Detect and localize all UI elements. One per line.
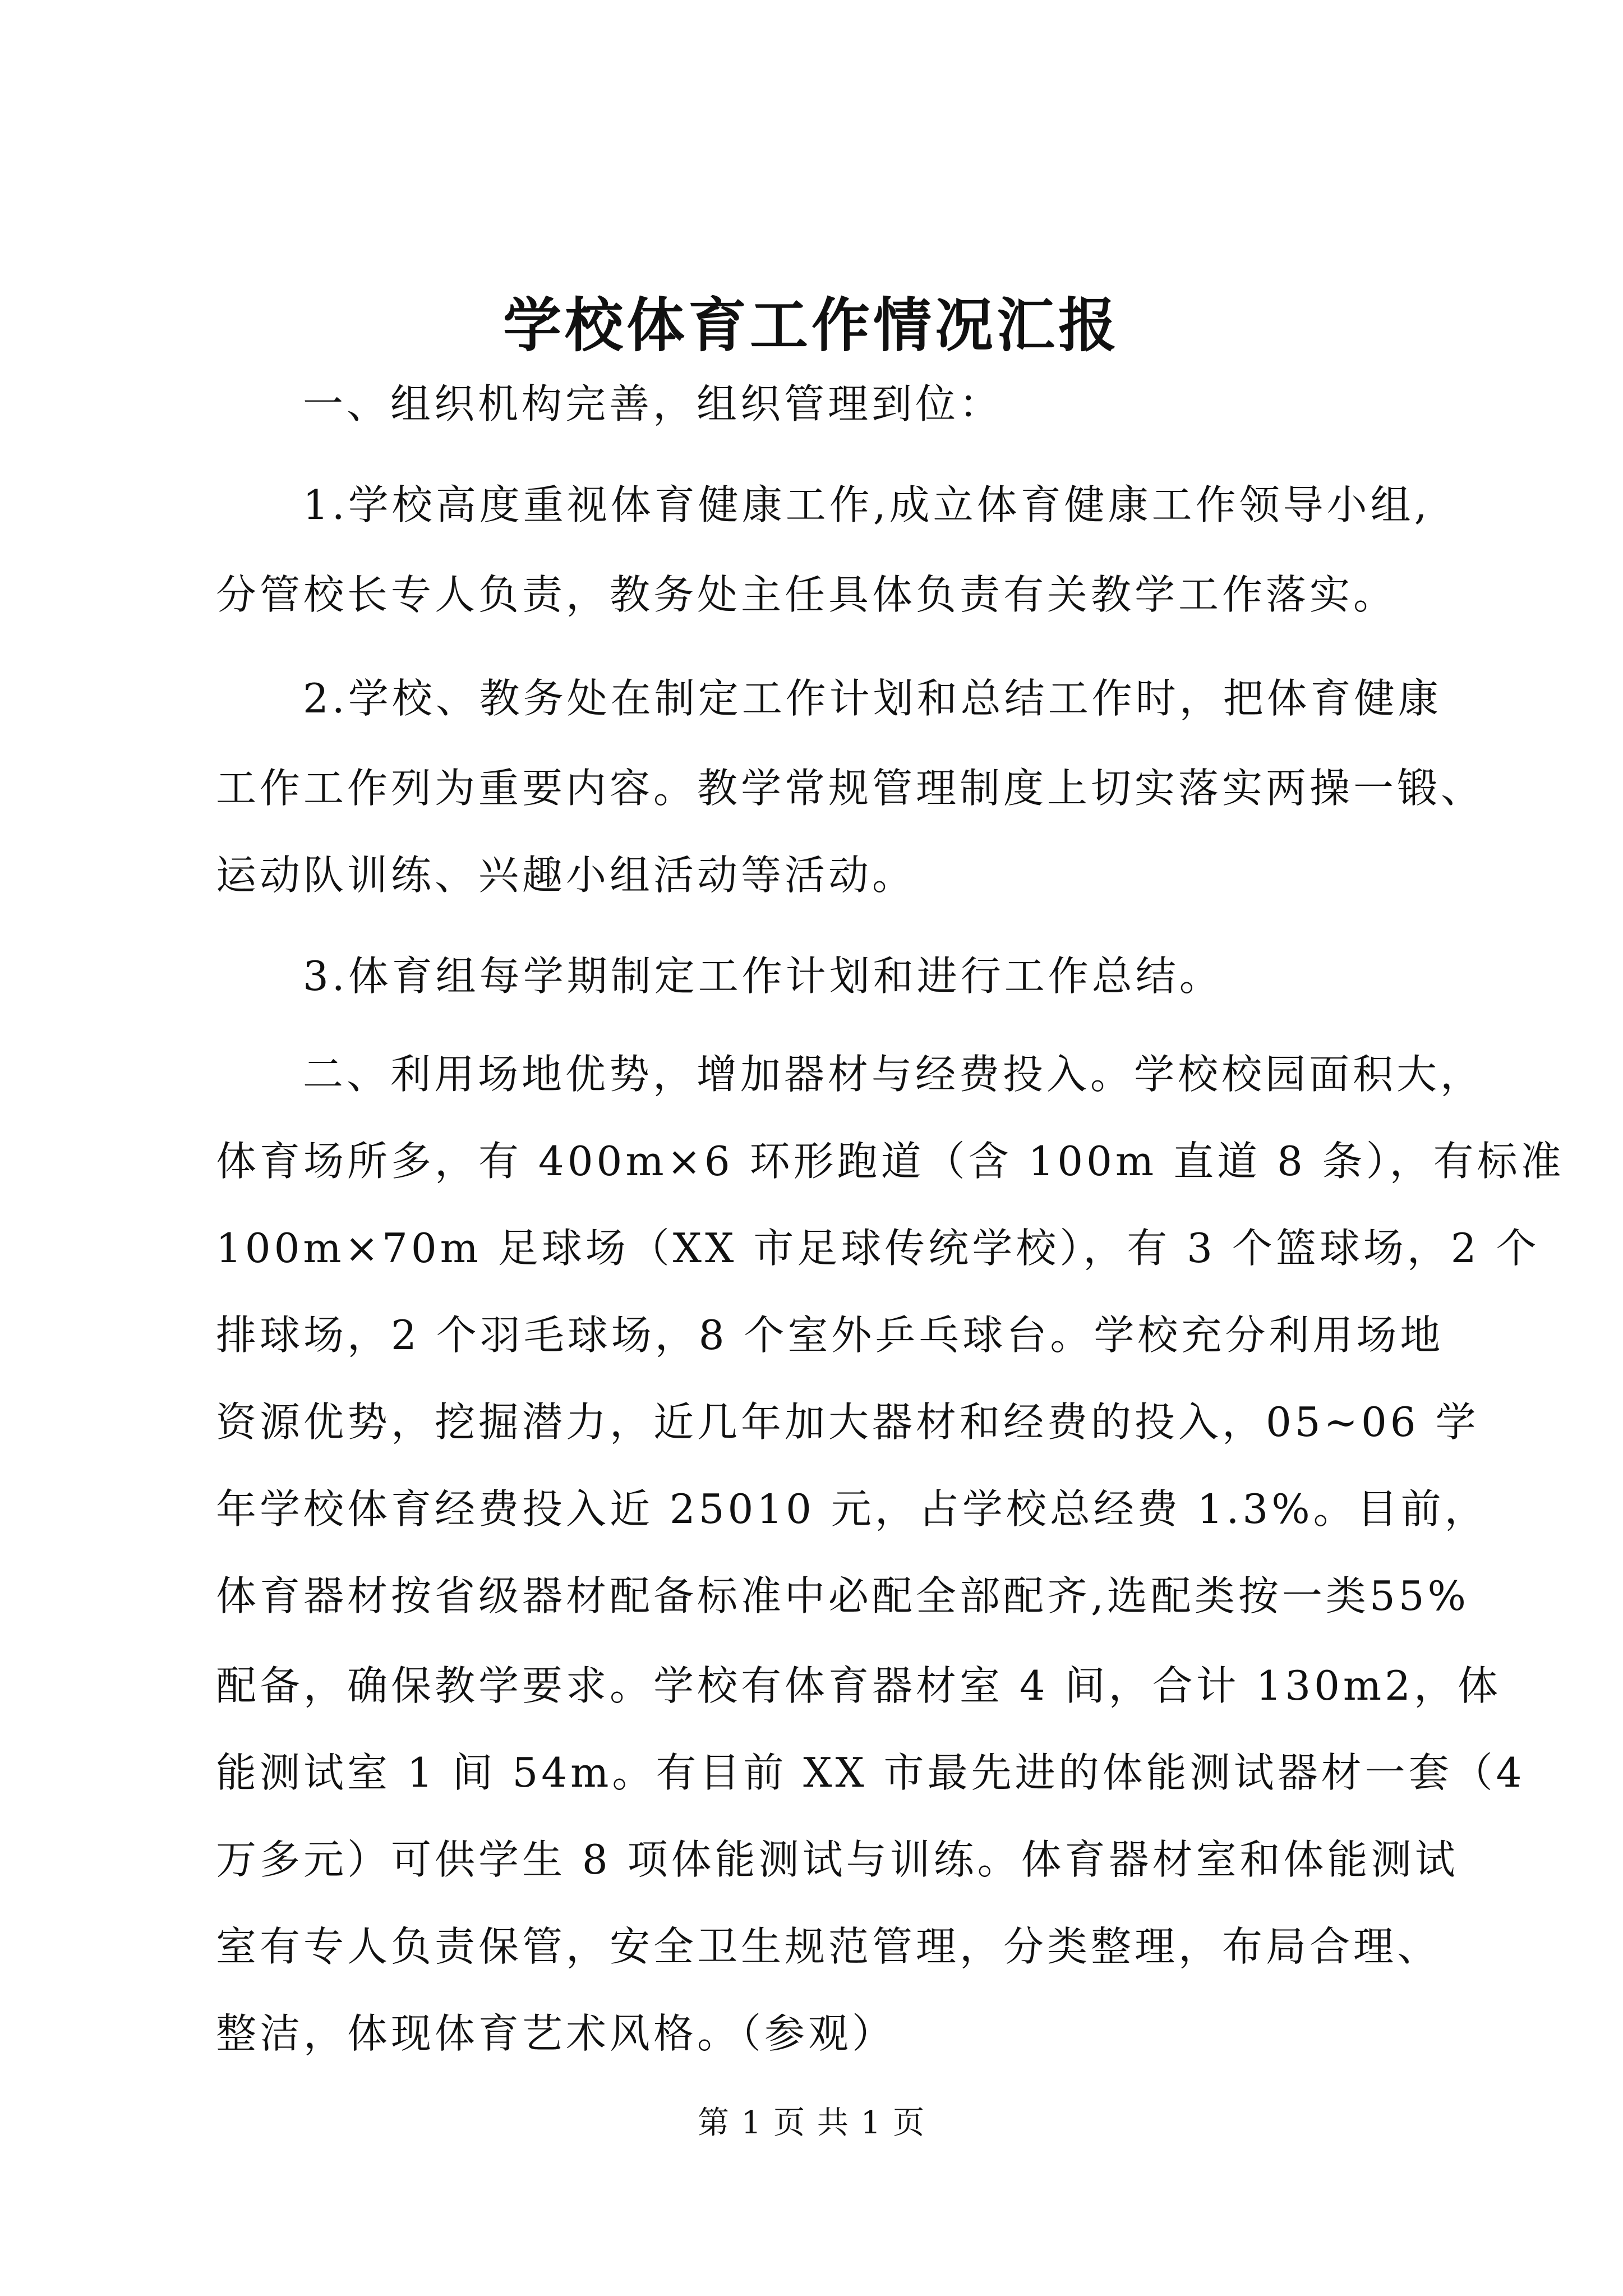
document-title: 学校体育工作情况汇报 xyxy=(502,291,1120,360)
section-heading-1: 一、组织机构完善，组织管理到位： xyxy=(303,380,1003,427)
paragraph-line: 万多元）可供学生 8 项体能测试与训练。体育器材室和体能测试 xyxy=(216,1836,1459,1883)
paragraph-line: 工作工作列为重要内容。教学常规管理制度上切实落实两操一锻、 xyxy=(216,765,1485,812)
paragraph-line: 排球场，2 个羽毛球场，8 个室外乒乓球台。学校充分利用场地 xyxy=(216,1312,1444,1359)
paragraph-line: 运动队训练、兴趣小组活动等活动。 xyxy=(216,852,916,899)
paragraph-line: 能测试室 1 间 54m。有目前 XX 市最先进的体能测试器材一套（4 xyxy=(216,1749,1525,1796)
paragraph-line: 整洁，体现体育艺术风格。（参观） xyxy=(216,2010,896,2057)
paragraph-line: 2.学校、教务处在制定工作计划和总结工作时，把体育健康 xyxy=(303,675,1442,722)
paragraph-line: 100m×70m 足球场（XX 市足球传统学校），有 3 个篮球场，2 个 xyxy=(216,1225,1540,1272)
paragraph-line: 室有专人负责保管，安全卫生规范管理，分类整理，布局合理、 xyxy=(216,1923,1441,1970)
paragraph-line: 资源优势，挖掘潜力，近几年加大器材和经费的投入，05~06 学 xyxy=(216,1398,1479,1446)
paragraph-line: 体育器材按省级器材配备标准中必配全部配齐,选配类按一类55% xyxy=(216,1572,1469,1619)
paragraph-line: 3.体育组每学期制定工作计划和进行工作总结。 xyxy=(303,953,1223,1000)
paragraph-line: 体育场所多，有 400m×6 环形跑道（含 100m 直道 8 条），有标准 xyxy=(216,1138,1565,1185)
paragraph-line: 配备，确保教学要求。学校有体育器材室 4 间，合计 130m2，体 xyxy=(216,1662,1501,1709)
page-footer: 第 1 页 共 1 页 xyxy=(697,2105,926,2141)
paragraph-line: 分管校长专人负责，教务处主任具体负责有关教学工作落实。 xyxy=(216,571,1398,618)
section-heading-2: 二、利用场地优势，增加器材与经费投入。学校校园面积大， xyxy=(303,1051,1484,1098)
paragraph-line: 年学校体育经费投入近 25010 元，占学校总经费 1.3%。目前， xyxy=(216,1485,1488,1533)
paragraph-line: 1.学校高度重视体育健康工作,成立体育健康工作领导小组, xyxy=(303,481,1431,528)
